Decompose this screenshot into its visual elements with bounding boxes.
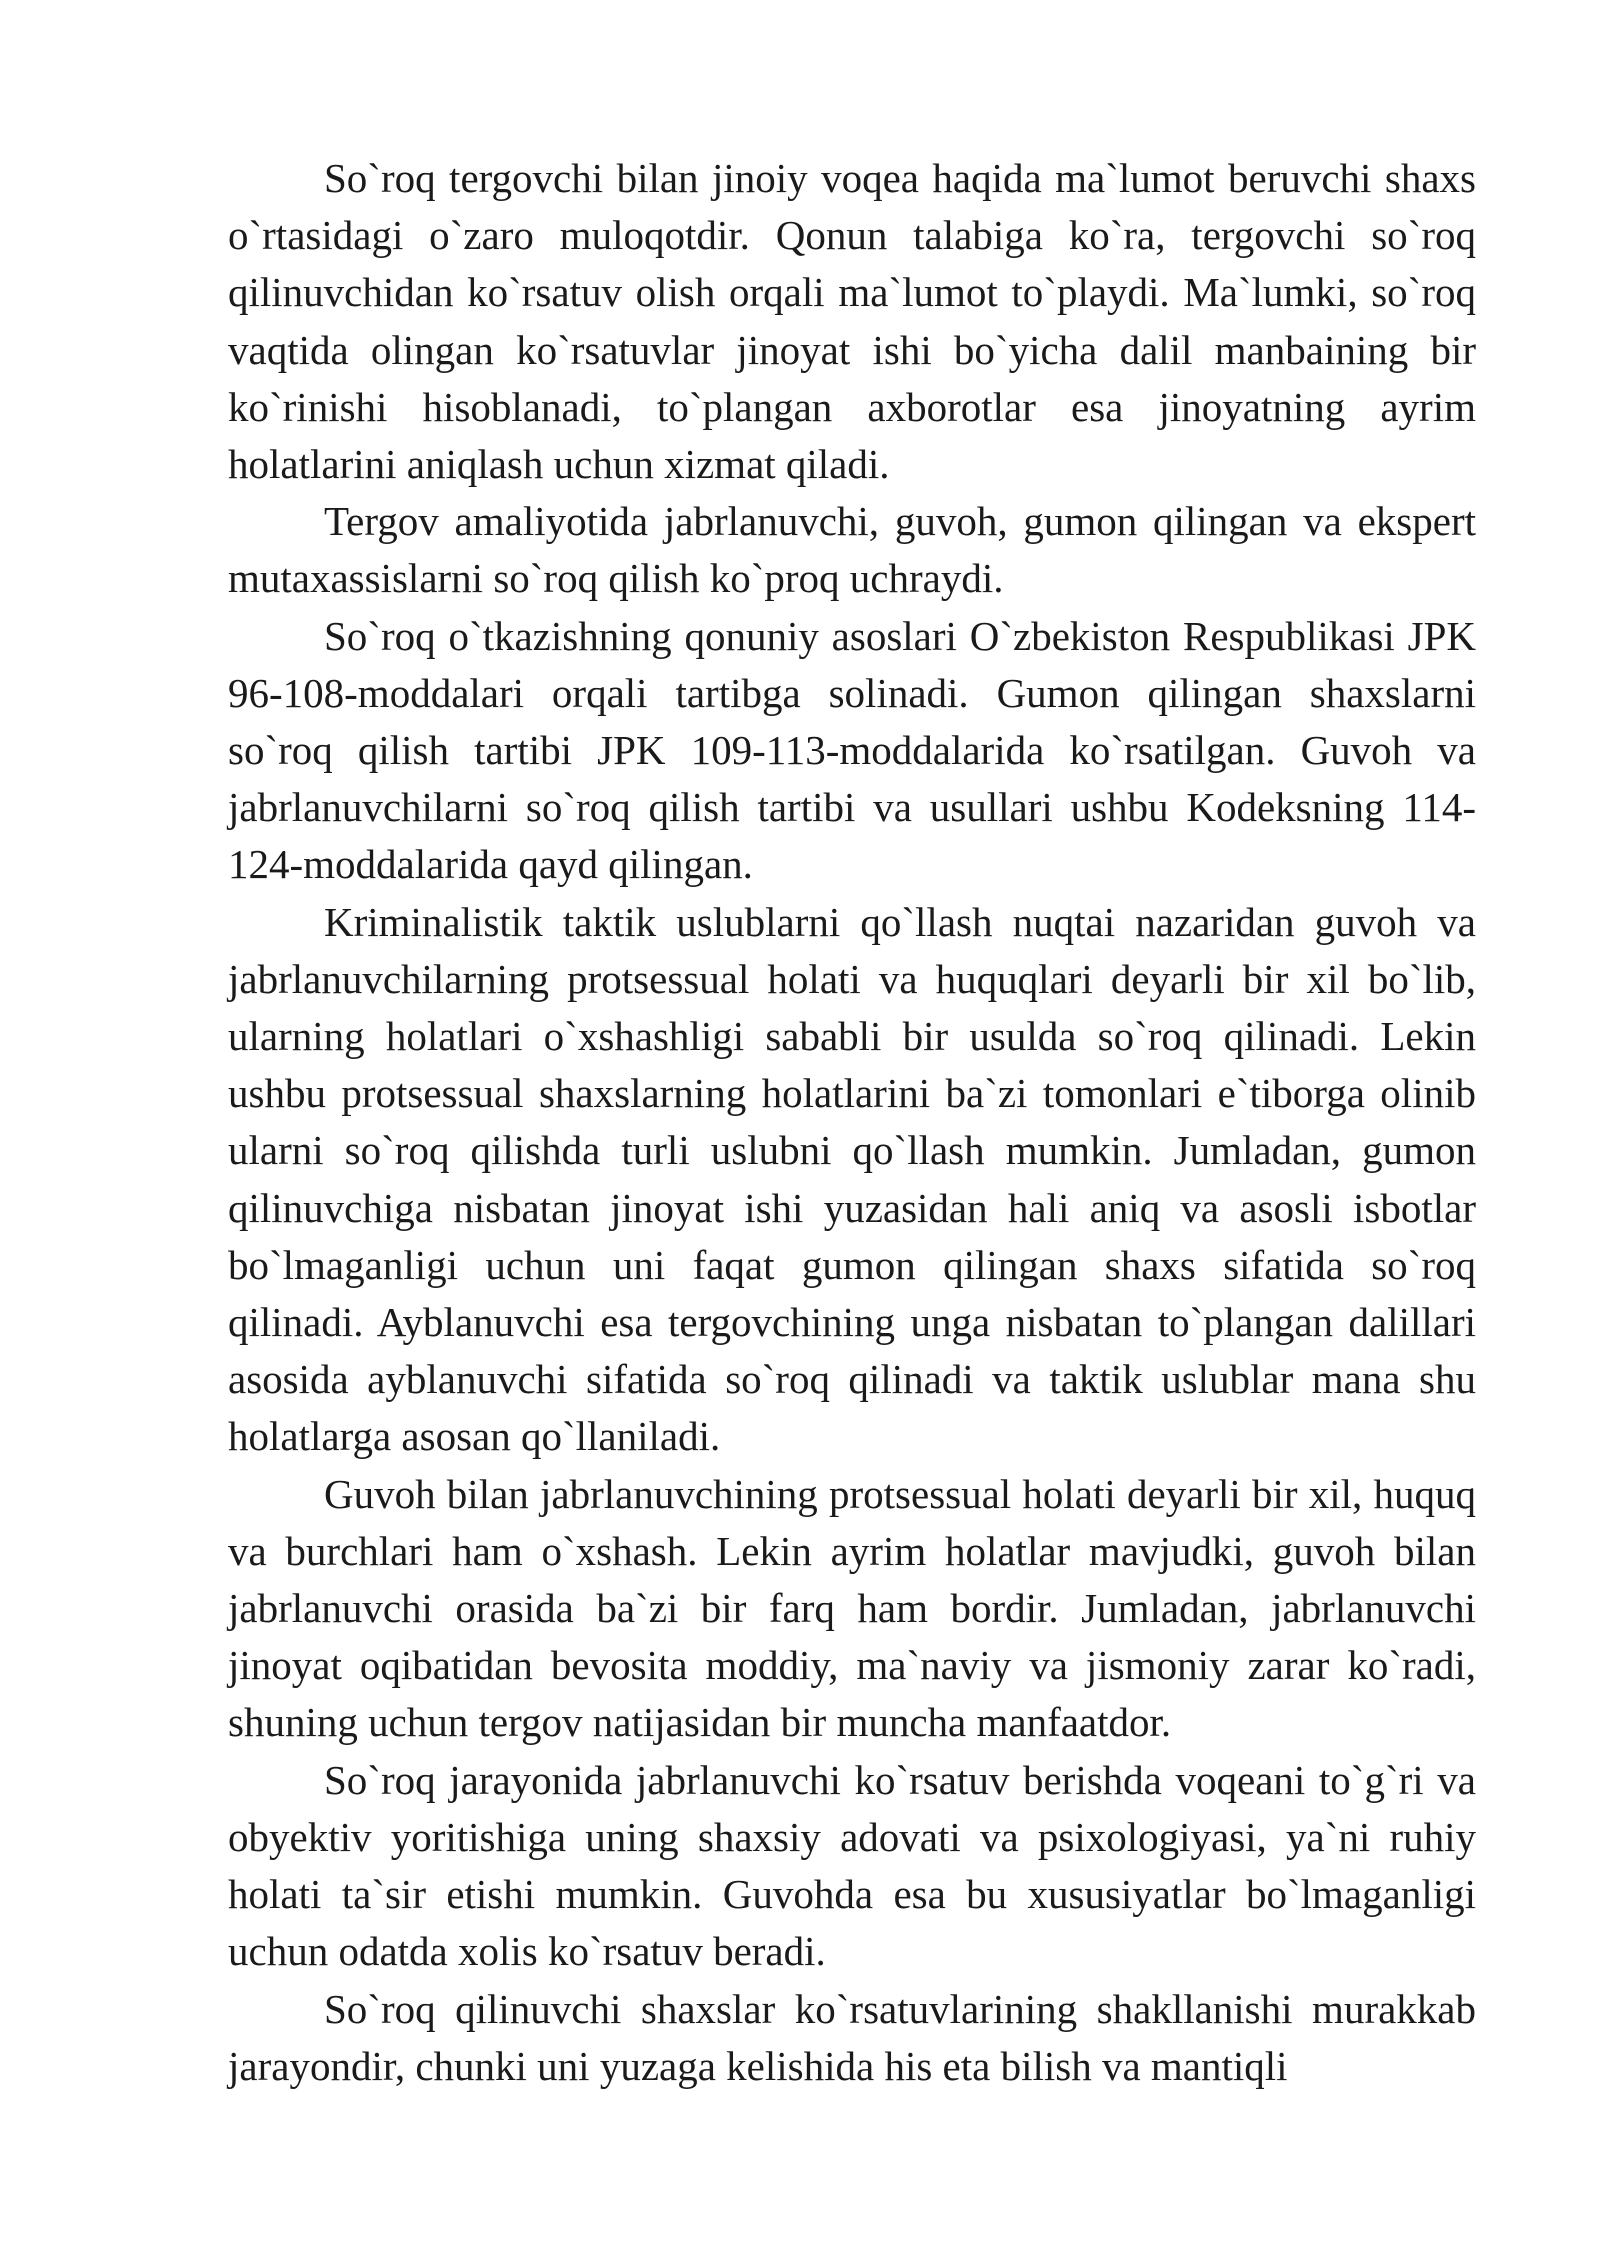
paragraph: So`roq qilinuvchi shaxslar ko`rsatuvlarining shakllanishi murakkab jarayondir, chunki uni yuzaga kelishida his eta bilish va mantiqli [228,1985,1476,2089]
paragraph: So`roq tergovchi bilan jinoiy voqea haqida ma`lumot beruvchi shaxs o`rtasidagi o`zaro muloqotdir. Qonun talabiga ko`ra, tergovchi so`roq qilinuvchidan ko`rsatuv olish orqali ma`lumot to`playdi. Ma`lumki, so`roq vaqtida olingan ko`rsatuvlar jinoyat ishi bo`yicha dalil manbaining bir ko`rinishi hisoblanadi, to`plangan axborotlar esa jinoyatning ayrim holatlarini aniqlash uchun xizmat qiladi. [228,155,1476,488]
paragraph: So`roq o`tkazishning qonuniy asoslari O`zbekiston Respublikasi JPK 96-108-moddalari orqali tartibga solinadi. Gumon qilingan shaxslarni so`roq qilish tartibi JPK 109-113-moddalarida ko`rsatilgan. Guvoh va jabrlanuvchilarni so`roq qilish tartibi va usullari ushbu Kodeksning 114-124-moddalarida qayd qilingan. [228,612,1476,888]
paragraph: Kriminalistik taktik uslublarni qo`llash nuqtai nazaridan guvoh va jabrlanuvchilarning protsessual holati va huquqlari deyarli bir xil bo`lib, ularning holatlari o`xshashligi sababli bir usulda so`roq qilinadi. Lekin ushbu protsessual shaxslarning holatlarini ba`zi tomonlari e`tiborga olinib ularni so`roq qilishda turli uslubni qo`llash mumkin. Jumladan, gumon qilinuvchiga nisbatan jinoyat ishi yuzasidan hali aniq va asosli isbotlar bo`lmaganligi uchun uni faqat gumon qilingan shaxs sifatida so`roq qilinadi. Ayblanuvchi esa tergovchining unga nisbatan to`plangan dalillari asosida ayblanuvchi sifatida so`roq qilinadi va taktik uslublar mana shu holatlarga asosan qo`llaniladi. [228,898,1476,1460]
document-page [228,150,1476,2095]
paragraph: Tergov amaliyotida jabrlanuvchi, guvoh, gumon qilingan va ekspert mutaxassislarni so`roq qilish ko`proq uchraydi. [228,498,1476,602]
paragraph: Guvoh bilan jabrlanuvchining protsessual holati deyarli bir xil, huquq va burchlari ham o`xshash. Lekin ayrim holatlar mavjudki, guvoh bilan jabrlanuvchi orasida ba`zi bir farq ham bordir. Jumladan, jabrlanuvchi jinoyat oqibatidan bevosita moddiy, ma`naviy va jismoniy zarar ko`radi, shuning uchun tergov natijasidan bir muncha manfaatdor. [228,1470,1476,1746]
paragraph: So`roq jarayonida jabrlanuvchi ko`rsatuv berishda voqeani to`g`ri va obyektiv yoritishiga uning shaxsiy adovati va psixologiyasi, ya`ni ruhiy holati ta`sir etishi mumkin. Guvohda esa bu xususiyatlar bo`lmaganligi uchun odatda xolis ko`rsatuv beradi. [228,1756,1476,1975]
